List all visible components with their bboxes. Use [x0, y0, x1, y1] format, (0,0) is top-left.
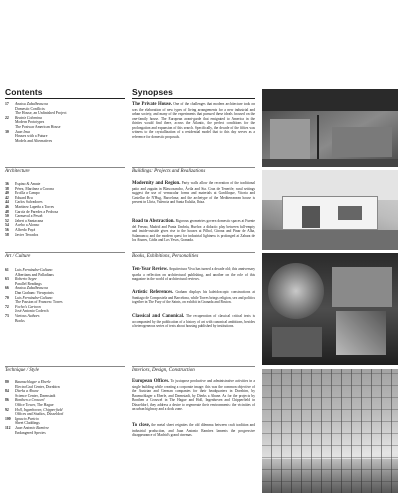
- toc-title: Dierks a Ahune: [15, 389, 39, 394]
- toc-title: Luis Fernández-Galiano: [15, 295, 53, 300]
- section-rule: [5, 366, 125, 367]
- toc-title: Carmaval a Pesoñ: [15, 214, 43, 219]
- contents-heading: Contents: [5, 87, 43, 97]
- toc-page-number: 38: [5, 186, 9, 191]
- synopsis-private-house: [132, 102, 255, 139]
- toc-entry: [5, 233, 125, 238]
- section-rule: [132, 366, 255, 367]
- toc-title: Bonthen a Crouwel: [15, 398, 45, 403]
- toc-title: Martínez Lapeña a Torres: [15, 204, 54, 209]
- photo-house-exterior: [262, 170, 398, 250]
- toc-page-number: 52: [5, 218, 9, 223]
- toc-title: Baumschlager a Eberle: [15, 380, 51, 384]
- toc-page-number: 66: [5, 286, 9, 291]
- synopsis-lead: Ten-Year Review.: [132, 267, 168, 272]
- toc-title: Offices and Studios, Düsseldorf: [15, 412, 64, 417]
- toc-page-number: 42: [5, 195, 9, 200]
- toc-title: Pérez, Martínez a Corona: [15, 186, 54, 191]
- toc-title: Javier Terrados: [15, 232, 39, 237]
- toc-page-number: 61: [5, 268, 9, 272]
- toc-entry: [5, 431, 125, 436]
- section-buildings: Buildings: Projects and Realizations: [132, 169, 206, 174]
- toc-block-architecture: [5, 182, 125, 237]
- toc-title: Houses with a Future: [15, 134, 48, 139]
- toc-block-technique: [5, 380, 125, 435]
- synopsis-road-abstraction: [132, 219, 255, 243]
- toc-title: Various Authors: [15, 313, 40, 318]
- toc-page-number: 48: [5, 209, 9, 214]
- synopsis-lead: Classical and Canonical.: [132, 314, 185, 319]
- toc-title: Beatriz Colomina: [15, 115, 42, 120]
- section-books: Books, Exhibitions, Personalities: [132, 254, 199, 259]
- synopsis-lead: Artistic References.: [132, 290, 174, 295]
- synopsis-body: Rigorous geometries govern domestic spaces at Fuente del Fresno, Madrid and Punta Umbría, Huelva: a didactic play between full-empty and inside-outside gives rise to the houses at Pilbol, Girona and Pinar de Alba, Salamanca; and the modern quest for industrial lightness is prolonged at Zahara de los Atunes, Cádiz and Los Yesos, Granada.: [132, 219, 255, 242]
- toc-title: The Postwar American House: [15, 124, 61, 129]
- toc-page-number: 92: [5, 407, 9, 412]
- toc-title: Dan Graham: Viewpoints: [15, 290, 54, 295]
- toc-page-number: 30: [5, 129, 9, 134]
- synopsis-ten-year: [132, 267, 255, 282]
- photo-artwork-installation: [262, 253, 398, 365]
- photo-office-facade: [262, 369, 398, 493]
- toc-title: Books: [15, 318, 25, 323]
- toc-title: Anatxu Zabalbeascoa: [15, 102, 49, 106]
- toc-page-number: 17: [5, 102, 9, 106]
- toc-page-number: 56: [5, 227, 9, 232]
- toc-title: Alfredo Payá: [15, 227, 36, 232]
- toc-title: Domestic Conflicts:: [15, 106, 46, 111]
- toc-title: Anatxu Zabalbeascoa: [15, 286, 49, 291]
- synopsis-body: Party walls allow the recreation of the traditional patio and zaguán in Blascosancho, Ávila and Sta. Cruz de Tenerife; rural settings suggest the use of vernacular forms and materials at Gardiloque, Vitoria and Castellar de N'Hug, Barcelona; and the archetype of the Mediterranean house is present in Lliria, Valencia and Santa Eulalia, Ibiza.: [132, 181, 255, 204]
- section-rule: [132, 167, 255, 168]
- toc-page-number: 50: [5, 214, 9, 219]
- synopsis-lead: The Private House.: [132, 102, 172, 107]
- toc-page-number: 70: [5, 295, 9, 300]
- toc-page-number: 84: [5, 389, 9, 394]
- synopsis-modernity-region: [132, 181, 255, 205]
- synopsis-lead: Road to Abstraction.: [132, 219, 175, 224]
- toc-page-number: 58: [5, 232, 9, 237]
- toc-title: Holl, Ingenhoven, Chipperfield: [15, 407, 63, 412]
- toc-title: Albertians and Palladians: [15, 272, 54, 277]
- toc-title: Parallel Readings: [15, 281, 42, 286]
- toc-title: José Antonio Coderch: [15, 309, 49, 314]
- toc-title: Jabert a Santacana: [15, 218, 44, 223]
- toc-page-number: 63: [5, 277, 9, 282]
- toc-page-number: 100: [5, 416, 11, 421]
- synopsis-body: Graham displays his kaleidoscopic constructions at Santiago de Compostela and Barcelona, while Torres brings religion, sex and politics together in The Fury of the Saints, on exhibit in Granada and Boston.: [132, 290, 255, 304]
- toc-page-number: [5, 319, 15, 324]
- synopsis-lead: To close,: [132, 423, 150, 428]
- section-rule: [5, 252, 125, 253]
- synopsis-lead: European Offices.: [132, 379, 170, 384]
- synopsis-classical: [132, 314, 255, 329]
- toc-title: Office Tower, The Hague: [15, 402, 54, 407]
- toc-title: Luis Fernández-Galiano: [15, 268, 53, 272]
- toc-page-number: 73: [5, 313, 9, 318]
- synopsis-body: One of the challenges that modern architecture took on was the elaboration of new types of living arrangements for a new industrial and urban society, and many of the experiments that pursued these ideals focused on the one-family house. The European avant-garde that emigrated to America in the thirties would find there, across the Atlantic, the perfect conditions for the prolongation and expansion of this search. Specifically, the decade of the fifties was witness to the crystallization of a residential model that to this day serves as a reference for domestic proposals.: [132, 102, 255, 139]
- toc-title: The House, an Unfinished Project: [15, 111, 67, 116]
- toc-title: Acebo a Alonso: [15, 223, 40, 228]
- toc-entry: [5, 139, 125, 144]
- toc-page-number: 40: [5, 191, 9, 196]
- synopsis-body: To juxtapose productive and administrative activities in a single building while creating a corporate image: this was the common objective of the Austrian and German companies for their headquarters in Dornbirn, by Baumschlager a Eberle, and Darmstadt, by Dierks a Ahune. As for the projects by Bonthen a Crouwel in The Hague and Holl, Ingenhoven and Chipperfield in Düsseldorf, they address a desire to regenerate their environments: the vicinities of an urban highway and a dock zone.: [132, 379, 255, 411]
- contents-rule: [5, 98, 125, 99]
- toc-page-number: 112: [5, 425, 11, 430]
- toc-title: Endangered Species: [15, 430, 46, 435]
- section-technique: Technique / Style: [5, 368, 39, 373]
- toc-page-number: [5, 139, 15, 144]
- toc-title: Juan Insa: [15, 129, 30, 134]
- toc-title: Carlos Salvadores: [15, 200, 43, 205]
- toc-title: The Passion of Francesc Torres: [15, 300, 63, 305]
- synopsis-european-offices: [132, 379, 255, 412]
- synopses-heading: Synopses: [132, 87, 173, 97]
- section-interiors: Interiors, Design, Construction: [132, 368, 195, 373]
- section-rule: [5, 167, 125, 168]
- toc-page-number: 72: [5, 304, 9, 309]
- toc-title: Espino & Amate: [15, 182, 41, 186]
- toc-title: Sheet Claddings: [15, 421, 40, 426]
- toc-title: Focho's Cartoon: [15, 304, 41, 309]
- toc-entry: [5, 319, 125, 324]
- toc-title: Models and Alternatives: [15, 138, 53, 143]
- synopsis-artistic-references: [132, 290, 255, 305]
- toc-title: Eduard Bru: [15, 195, 33, 200]
- section-architecture: Architecture: [5, 169, 30, 174]
- toc-title: Ercilla a Campo: [15, 191, 40, 196]
- synopsis-body: the metal sheet reignites the old dilemma between craft tradition and industrial production, and Juan Antonio Ramírez laments the progressive disappearance of Madrid's grand cinemas.: [132, 423, 255, 437]
- synopses-rule: [132, 98, 255, 99]
- toc-block-art: [5, 268, 125, 323]
- synopsis-body: The recuperation of classical critical texts is accompanied by the publication of a history of art with canonical ambitions, besides a heterogeneous series of texts about housing published by institutions.: [132, 314, 255, 328]
- toc-title: Modern Prototypes: [15, 120, 45, 125]
- toc-block-intro: [5, 102, 125, 143]
- toc-page-number: 86: [5, 398, 9, 403]
- synopsis-body: Arquitectura Viva has turned a decade old; this anniversary sparks a reflection on architectural publishing, and another on the role of this magazine in the world of architectural reviews.: [132, 267, 255, 281]
- photo-modern-house-interior: [262, 89, 398, 167]
- toc-title: Roberto Segre: [15, 277, 37, 282]
- synopsis-lead: Modernity and Region.: [132, 181, 181, 186]
- toc-page-number: 80: [5, 380, 9, 384]
- section-rule: [132, 252, 255, 253]
- toc-title: García de Paredes a Pedrosa: [15, 209, 59, 214]
- toc-page-number: 44: [5, 200, 9, 205]
- toc-page-number: 46: [5, 204, 9, 209]
- toc-title: Juan Antonio Ramírez: [15, 425, 49, 430]
- toc-title: Ignacio Paricio: [15, 416, 39, 421]
- toc-page-number: 36: [5, 182, 9, 186]
- toc-page-number: [5, 431, 15, 436]
- toc-title: ElectroGraf Center, Dornbirn: [15, 384, 60, 389]
- section-art-culture: Art / Culture: [5, 254, 31, 259]
- toc-title: Science Center, Darmstadt: [15, 393, 56, 398]
- toc-page-number: 22: [5, 115, 9, 120]
- toc-page-number: 54: [5, 223, 9, 228]
- synopsis-to-close: [132, 423, 255, 438]
